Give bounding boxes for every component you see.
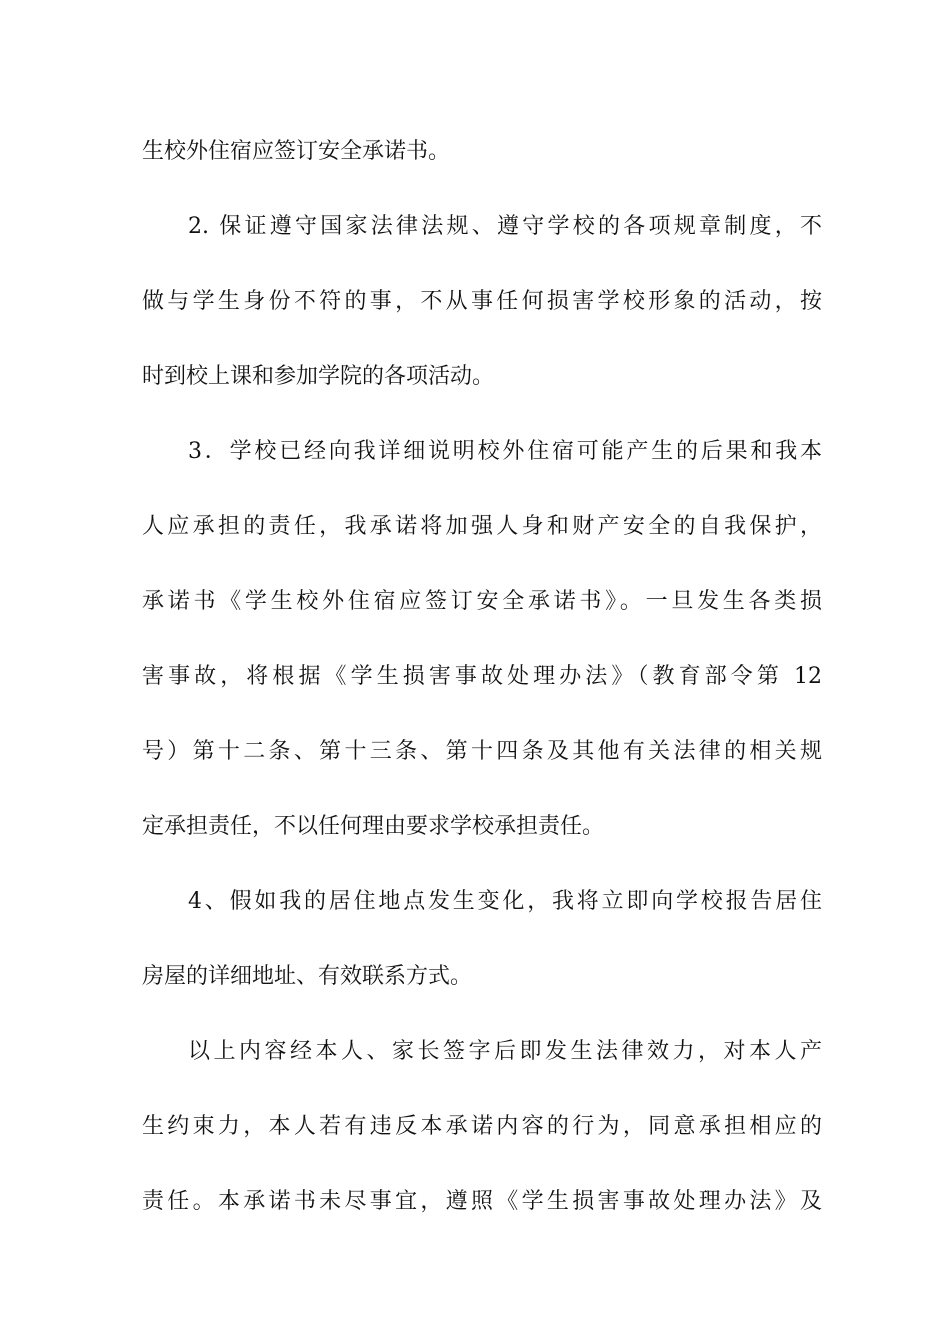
text-line-7: 承诺书《学生校外住宿应签订安全承诺书》。一旦发生各类损 xyxy=(142,589,822,614)
text-line-13: 以上内容经本人、家长签字后即发生法律效力，对本人产 xyxy=(188,1039,822,1064)
text-line-5: 3．学校已经向我详细说明校外住宿可能产生的后果和我本 xyxy=(188,439,822,464)
text-line-6: 人应承担的责任，我承诺将加强人身和财产安全的自我保护， xyxy=(142,514,822,539)
text-line-4: 时到校上课和参加学院的各项活动。 xyxy=(142,364,495,389)
text-line-2: 2. 保证遵守国家法律法规、遵守学校的各项规章制度，不 xyxy=(188,214,822,239)
text-line-8: 害事故，将根据《学生损害事故处理办法》（教育部令第 12 xyxy=(142,664,822,689)
text-line-12: 房屋的详细地址、有效联系方式。 xyxy=(142,964,473,989)
text-line-15: 责任。本承诺书未尽事宜，遵照《学生损害事故处理办法》及 xyxy=(142,1189,822,1214)
text-line-10: 定承担责任，不以任何理由要求学校承担责任。 xyxy=(142,814,605,839)
text-line-9: 号）第十二条、第十三条、第十四条及其他有关法律的相关规 xyxy=(142,739,822,764)
text-line-3: 做与学生身份不符的事，不从事任何损害学校形象的活动，按 xyxy=(142,289,822,314)
text-line-1: 生校外住宿应签订安全承诺书。 xyxy=(142,139,451,164)
text-line-11: 4、假如我的居住地点发生变化，我将立即向学校报告居住 xyxy=(188,889,822,914)
text-line-14: 生约束力，本人若有违反本承诺内容的行为，同意承担相应的 xyxy=(142,1114,822,1139)
